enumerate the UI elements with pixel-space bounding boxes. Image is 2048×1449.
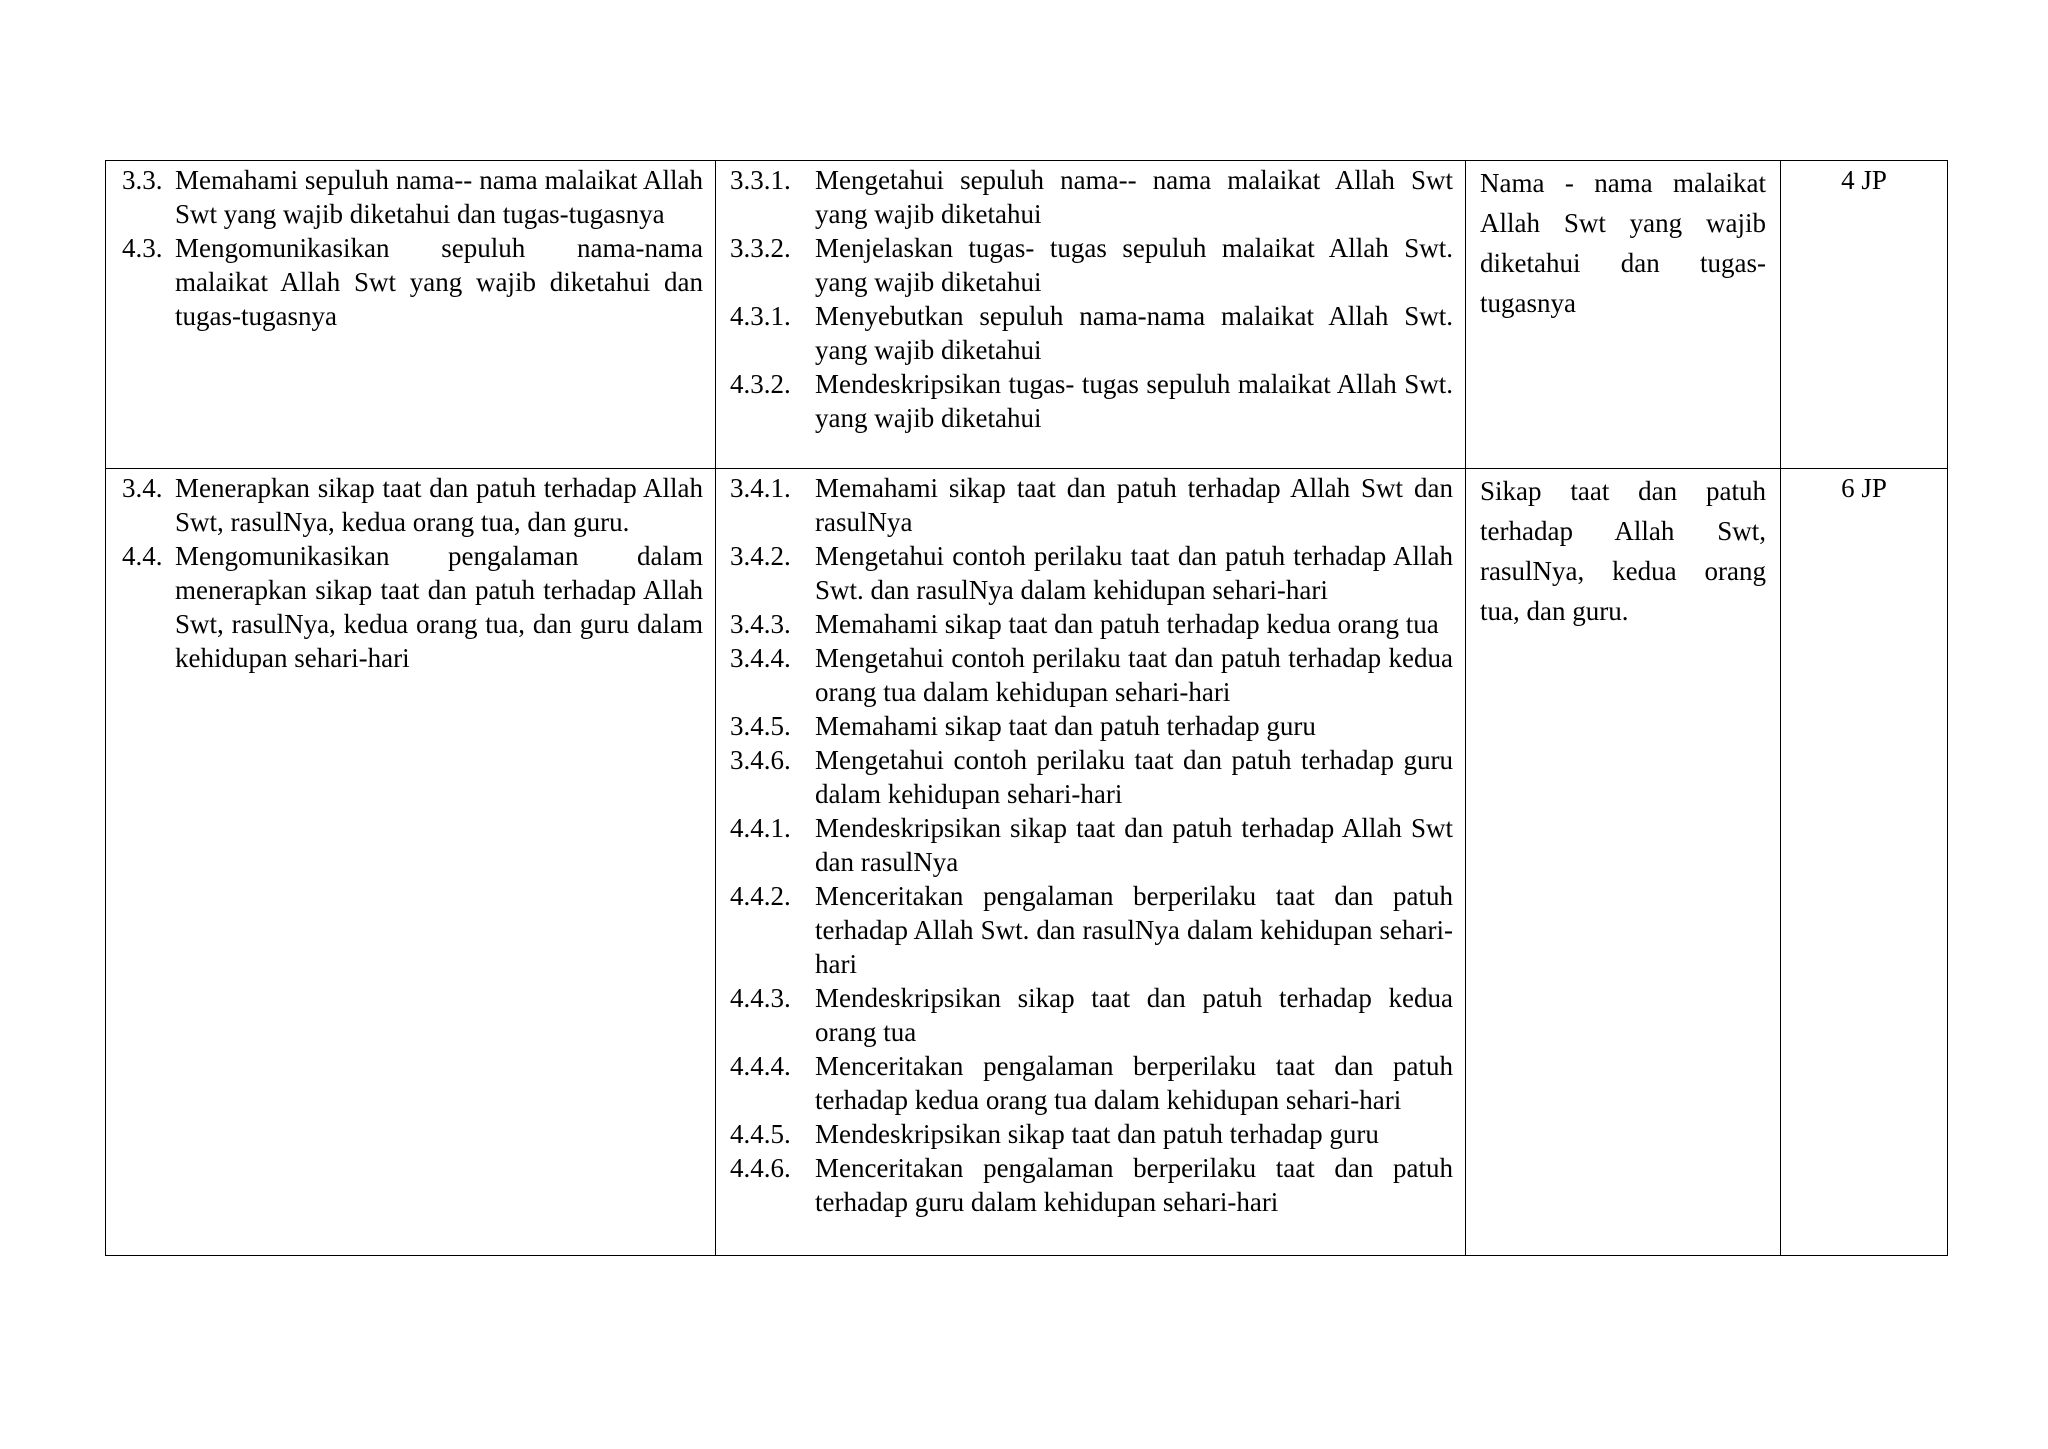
indicator-text: Menyebutkan sepuluh nama-nama malaikat Allah Swt. yang wajib diketahui [815, 301, 1453, 365]
material-text: Sikap taat dan patuh terhadap Allah Swt, rasulNya, kedua orang tua, dan guru. [1480, 476, 1766, 626]
material-cell [1466, 469, 1781, 1256]
indicator-item [730, 641, 1453, 709]
indicator-number: 4.4.2. [730, 881, 791, 911]
time-allocation-cell [1781, 161, 1948, 469]
curriculum-table [105, 160, 1948, 1256]
indicator-item [730, 539, 1453, 607]
indicator-number: 3.4.2. [730, 541, 791, 571]
indicator-text: Menceritakan pengalaman berperilaku taat dan patuh terhadap Allah Swt. dan rasulNya dalam kehidupan sehari-hari [815, 881, 1453, 979]
competency-cell [106, 161, 716, 469]
competency-item [122, 231, 703, 333]
indicator-cell [716, 469, 1466, 1256]
competency-item [122, 163, 703, 231]
competency-number: 3.3. [122, 165, 163, 195]
table-row [106, 161, 1948, 469]
indicator-item [730, 607, 1453, 641]
indicator-text: Mendeskripsikan sikap taat dan patuh terhadap kedua orang tua [815, 983, 1453, 1047]
indicator-item [730, 981, 1453, 1049]
indicator-text: Menceritakan pengalaman berperilaku taat dan patuh terhadap kedua orang tua dalam kehidupan sehari-hari [815, 1051, 1453, 1115]
indicator-text: Memahami sikap taat dan patuh terhadap kedua orang tua [815, 609, 1439, 639]
material-text: Nama - nama malaikat Allah Swt yang wajib diketahui dan tugas-tugasnya [1480, 168, 1766, 318]
indicator-number: 3.4.5. [730, 711, 791, 741]
competency-item [122, 539, 703, 675]
indicator-text: Menjelaskan tugas- tugas sepuluh malaikat Allah Swt. yang wajib diketahui [815, 233, 1453, 297]
indicator-item [730, 367, 1453, 435]
competency-text: Mengomunikasikan pengalaman dalam menerapkan sikap taat dan patuh terhadap Allah Swt, rasulNya, kedua orang tua, dan guru dalam kehidupan sehari-hari [175, 541, 703, 673]
indicator-text: Mendeskripsikan sikap taat dan patuh terhadap Allah Swt dan rasulNya [815, 813, 1453, 877]
indicator-text: Mengetahui sepuluh nama-- nama malaikat Allah Swt yang wajib diketahui [815, 165, 1453, 229]
indicator-number: 4.4.6. [730, 1153, 791, 1183]
competency-text: Mengomunikasikan sepuluh nama-nama malaikat Allah Swt yang wajib diketahui dan tugas-tugasnya [175, 233, 703, 331]
indicator-item [730, 231, 1453, 299]
indicator-number: 4.4.1. [730, 813, 791, 843]
indicator-item [730, 811, 1453, 879]
indicator-item [730, 299, 1453, 367]
indicator-item [730, 1151, 1453, 1219]
indicator-text: Mengetahui contoh perilaku taat dan patuh terhadap guru dalam kehidupan sehari-hari [815, 745, 1453, 809]
indicator-number: 3.4.6. [730, 745, 791, 775]
indicator-item [730, 471, 1453, 539]
indicator-item [730, 743, 1453, 811]
competency-item [122, 471, 703, 539]
indicator-number: 4.3.1. [730, 301, 791, 331]
indicator-text: Mendeskripsikan sikap taat dan patuh terhadap guru [815, 1119, 1379, 1149]
indicator-number: 4.4.5. [730, 1119, 791, 1149]
indicator-number: 3.3.1. [730, 165, 791, 195]
time-allocation-cell [1781, 469, 1948, 1256]
competency-text: Memahami sepuluh nama-- nama malaikat Allah Swt yang wajib diketahui dan tugas-tugasnya [175, 165, 703, 229]
indicator-cell [716, 161, 1466, 469]
indicator-text: Memahami sikap taat dan patuh terhadap Allah Swt dan rasulNya [815, 473, 1453, 537]
indicator-number: 3.4.4. [730, 643, 791, 673]
indicator-text: Mengetahui contoh perilaku taat dan patuh terhadap kedua orang tua dalam kehidupan sehari-hari [815, 643, 1453, 707]
time-allocation: 4 JP [1841, 165, 1887, 195]
indicator-number: 4.3.2. [730, 369, 791, 399]
indicator-number: 3.3.2. [730, 233, 791, 263]
competency-number: 4.4. [122, 541, 163, 571]
table-row [106, 469, 1948, 1256]
indicator-number: 3.4.1. [730, 473, 791, 503]
material-cell [1466, 161, 1781, 469]
competency-cell [106, 469, 716, 1256]
indicator-text: Memahami sikap taat dan patuh terhadap guru [815, 711, 1316, 741]
indicator-number: 4.4.4. [730, 1051, 791, 1081]
competency-number: 4.3. [122, 233, 163, 263]
indicator-number: 3.4.3. [730, 609, 791, 639]
competency-text: Menerapkan sikap taat dan patuh terhadap Allah Swt, rasulNya, kedua orang tua, dan guru. [175, 473, 703, 537]
indicator-item [730, 163, 1453, 231]
time-allocation: 6 JP [1841, 473, 1887, 503]
indicator-item [730, 879, 1453, 981]
indicator-number: 4.4.3. [730, 983, 791, 1013]
indicator-text: Menceritakan pengalaman berperilaku taat dan patuh terhadap guru dalam kehidupan sehari-hari [815, 1153, 1453, 1217]
indicator-item [730, 1117, 1453, 1151]
indicator-text: Mengetahui contoh perilaku taat dan patuh terhadap Allah Swt. dan rasulNya dalam kehidupan sehari-hari [815, 541, 1453, 605]
competency-number: 3.4. [122, 473, 163, 503]
indicator-item [730, 1049, 1453, 1117]
indicator-item [730, 709, 1453, 743]
indicator-text: Mendeskripsikan tugas- tugas sepuluh malaikat Allah Swt. yang wajib diketahui [815, 369, 1453, 433]
